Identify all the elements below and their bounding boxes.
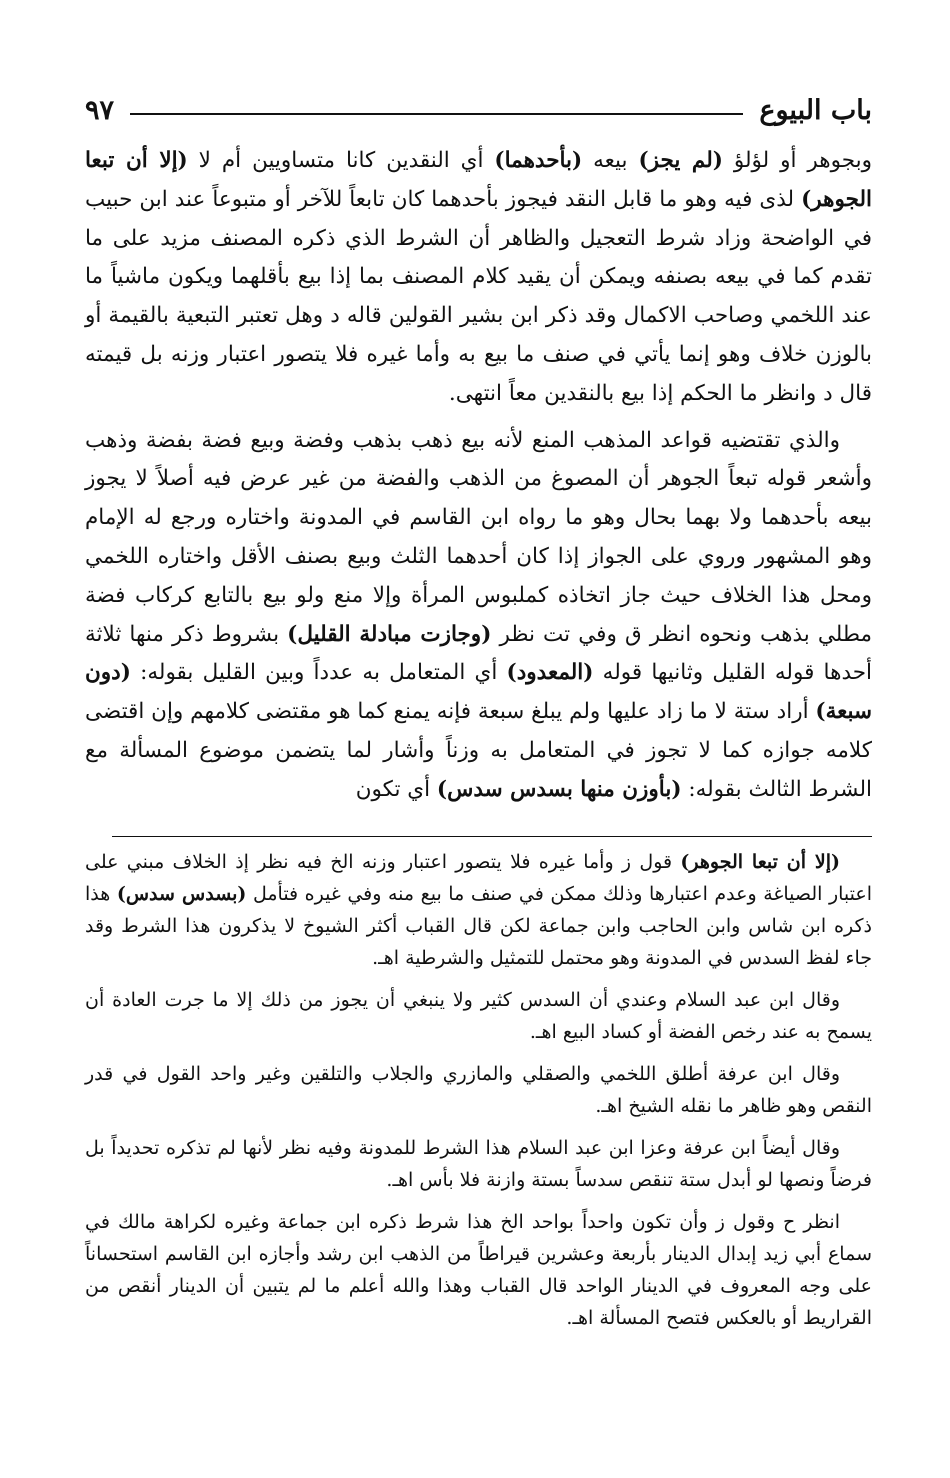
main-text	[85, 142, 872, 810]
bold-term: (وجازت مبادلة القليل)	[287, 621, 492, 647]
text-run: أي تكون	[355, 776, 437, 802]
bold-term: (لم يجز)	[638, 148, 723, 173]
main-paragraph-2	[85, 422, 872, 810]
footnote-4: وقال أيضاً ابن عرفة وعزا ابن عبد السلام هذا الشرط للمدونة وفيه نظر لأنها لم تذكره تحديداً بل فرضاً ونصها لو أبدل ستة تنقص سدساً بستة وازنة فلا بأس اهـ.	[85, 1137, 872, 1191]
chapter-title: باب البيوع	[759, 95, 872, 126]
text-run: بشروط ذكر منها ثلاثة أحدها قوله القليل وثانيها قوله	[85, 621, 872, 686]
page-header	[85, 82, 872, 126]
main-paragraph-1	[85, 142, 872, 414]
text-run: أراد ستة لا ما زاد عليها ولم يبلغ سبعة فإنه يمنع كما هو مقتضى كلامهم وإن اقتضى كلامه جوازه كما لا تجوز في المتعامل به وزناً وأشار لما يتضمن موضوع المسألة مع الشرط الثالث بقوله:	[85, 699, 872, 802]
bold-term: (بسدس سدس)	[116, 883, 247, 905]
page-number: ٩٧	[85, 95, 115, 126]
bold-term: (دون سبعة)	[85, 660, 872, 725]
footnote-3: وقال ابن عرفة أطلق اللخمي والصقلي والمازري والجلاب والتلقين وغير واحد القول في قدر النقص وهو ظاهر ما نقله الشيخ اهـ.	[85, 1063, 872, 1117]
text-run: أي النقدين كانا متساويين أم لا	[187, 148, 495, 173]
bold-term: (بأوزن منها بسدس سدس)	[436, 776, 682, 802]
text-run: بيعه	[582, 148, 639, 173]
bold-term: (المعدود)	[506, 660, 594, 686]
text-run: هذا ذكره ابن شاس وابن الحاجب وابن جماعة لكن قال القباب أكثر الشيوخ لا يذكرون هذا الشرط وقد جاء لفظ السدس في المدونة وهو محتمل للتمثيل والشرطية اهـ.	[85, 883, 872, 969]
text-run: لذى فيه وهو ما قابل النقد فيجوز بأحدهما كان تابعاً للآخر أو متبوعاً عند ابن حبيب في الواضحة وزاد شرط التعجيل والظاهر أن الشرط الذي ذكره المصنف مزيد على ما تقدم كما في بيعه بصنفه ويمكن أن يقيد كلام المصنف بما إذا بيع بأقلهما ويكون ماشياً ما عند اللخمي وصاحب الاكمال وقد ذكر ابن بشير القولين قاله د وهل تعتبر التبعية بالقيمة أو بالوزن خلاف وهو إنما يأتي في صنف ما بيع به وأما غيره فلا يتصور اعتبار وزنه بل قيمته قال د وانظر ما الحكم إذا بيع بالنقدين معاً انتهى.	[85, 186, 872, 406]
bold-term: (إلا أن تبعا الجوهر)	[85, 148, 872, 212]
header-rule	[130, 113, 743, 115]
footnote-5: انظر ح وقول ز وأن تكون واحداً بواحد الخ هذا شرط ذكره ابن جماعة وغيره لكراهة مالك في سماع أبي زيد إبدال الدينار بأربعة وعشرين قيراطاً من الذهب ابن رشد وأجازه ابن القاسم استحساناً على وجه المعروف في الدينار الواحد قال القباب وهذا والله أعلم ما لم يتبين أن الدينار أنقص من القراريط أو بالعكس فتصح المسألة اهـ.	[85, 1211, 873, 1329]
text-run: وبجوهر أو لؤلؤ	[722, 148, 872, 173]
footnote-1	[85, 846, 872, 974]
footnote-divider	[112, 836, 872, 837]
text-run: قول ز وأما غيره فلا يتصور اعتبار وزنه الخ فيه نظر إذ الخلاف مبني على اعتبار الصياغة وعدم اعتبارها وذلك ممكن في صنف ما بيع منه وفي غيره فتأمل	[85, 851, 872, 905]
footnote-2: وقال ابن عبد السلام وعندي أن السدس كثير ولا ينبغي أن يجوز من ذلك إلا ما جرت العادة أن يسمح به عند رخص الفضة أو كساد البيع اهـ.	[85, 989, 872, 1043]
text-run: أي المتعامل به عدداً وبين القليل بقوله:	[130, 660, 507, 686]
text-run: والذي تقتضيه قواعد المذهب المنع لأنه بيع ذهب بذهب وفضة وبيع فضة بفضة وذهب وأشعر قوله تبعاً الجوهر أن المصوغ من الذهب والفضة من غير عرض فيه أصلاً لا يجوز بيعه بأحدهما ولا بهما بحال وهو ما رواه ابن القاسم في المدونة واختاره ورجع له الإمام وهو المشهور وروي على الجواز إذا كان أحدهما الثلث وبيع بصنف الأقل واختاره اللخمي ومحل هذا الخلاف حيث جاز اتخاذه كملبوس المرأة وإلا منع ولو بيع بالتابع كركاب فضة مطلي بذهب ونحوه انظر ق وفي تت نظر	[85, 427, 873, 647]
bold-term: (بأحدهما)	[494, 148, 583, 173]
bold-term: (إلا أن تبعا الجوهر)	[680, 851, 840, 873]
footnotes	[85, 846, 872, 1344]
